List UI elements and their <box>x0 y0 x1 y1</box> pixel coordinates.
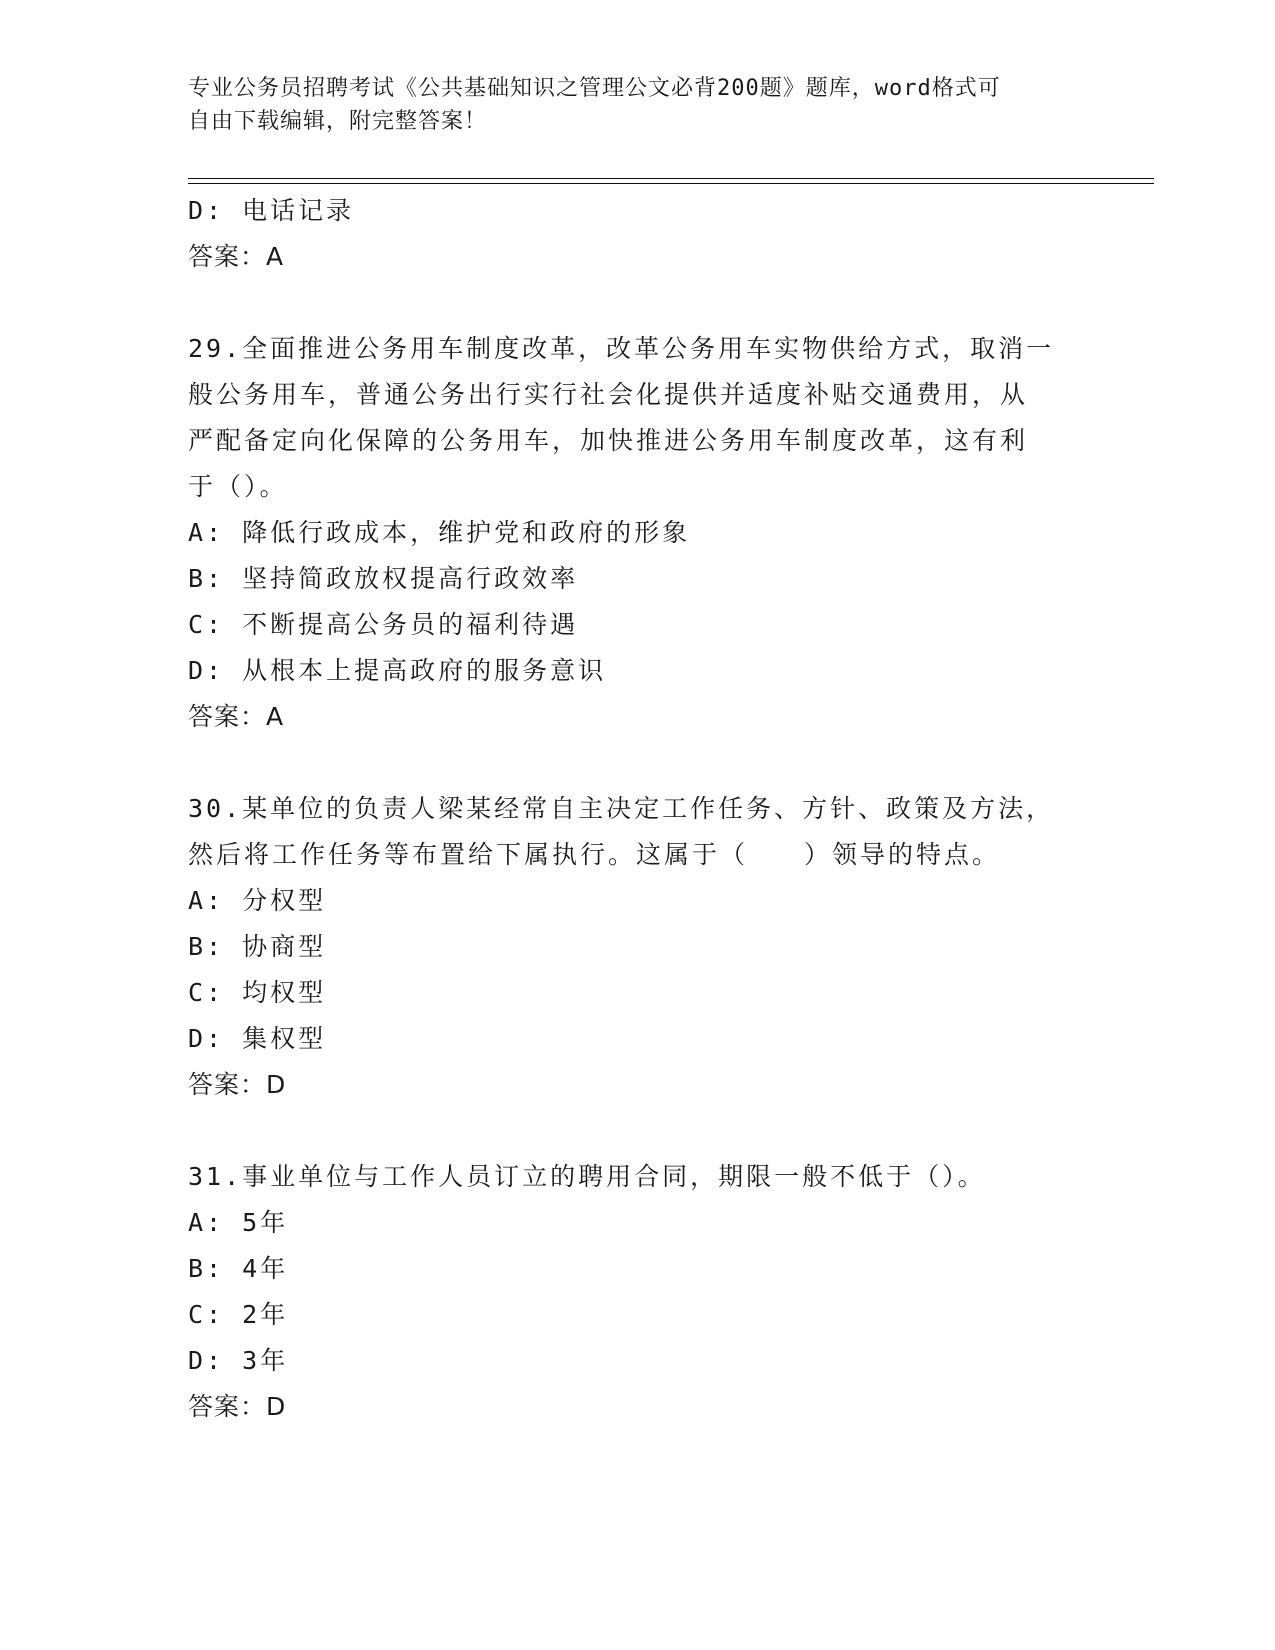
question-31 <box>188 1154 1088 1430</box>
option-d: D: 从根本上提高政府的服务意识 <box>188 656 607 685</box>
prev-option-d: D: 电话记录 <box>188 196 355 225</box>
option-a: A: 5年 <box>188 1208 289 1237</box>
option-c: C: 不断提高公务员的福利待遇 <box>188 610 579 639</box>
header-line-1: 专业公务员招聘考试《公共基础知识之管理公文必背200题》题库，word格式可 <box>188 76 1001 101</box>
header-divider-bottom <box>188 183 1154 184</box>
option-b: B: 4年 <box>188 1254 289 1283</box>
question-29 <box>188 326 1088 740</box>
option-d: D: 3年 <box>188 1346 289 1375</box>
option-d: D: 集权型 <box>188 1024 327 1053</box>
answer-label: 答案：D <box>188 1392 287 1421</box>
option-b: B: 协商型 <box>188 932 327 961</box>
question-stem-line: 31.事业单位与工作人员订立的聘用合同，期限一般不低于（）。 <box>188 1162 986 1191</box>
spacer <box>188 1108 1088 1154</box>
option-a: A: 分权型 <box>188 886 327 915</box>
question-stem-line: 然后将工作任务等布置给下属执行。这属于（ ）领导的特点。 <box>188 840 1001 869</box>
spacer <box>188 740 1088 786</box>
question-stem-line: 于（）。 <box>188 472 288 501</box>
option-a: A: 降低行政成本，维护党和政府的形象 <box>188 518 691 547</box>
header-divider-top <box>188 178 1154 179</box>
question-stem-line: 般公务用车，普通公务出行实行社会化提供并适度补贴交通费用，从 <box>188 380 1029 409</box>
option-c: C: 均权型 <box>188 978 327 1007</box>
answer-label: 答案：A <box>188 702 285 731</box>
question-stem-line: 30.某单位的负责人梁某经常自主决定工作任务、方针、政策及方法， <box>188 794 1055 823</box>
option-b: B: 坚持简政放权提高行政效率 <box>188 564 579 593</box>
document-body <box>188 188 1088 1430</box>
question-stem-line: 严配备定向化保障的公务用车，加快推进公务用车制度改革，这有利 <box>188 426 1029 455</box>
answer-label: 答案：D <box>188 1070 287 1099</box>
question-stem-line: 29.全面推进公务用车制度改革，改革公务用车实物供给方式，取消一 <box>188 334 1055 363</box>
prev-answer: 答案：A <box>188 242 285 271</box>
spacer <box>188 280 1088 326</box>
header-line-2: 自由下载编辑，附完整答案！ <box>188 109 488 134</box>
option-c: C: 2年 <box>188 1300 289 1329</box>
document-header <box>188 72 1068 138</box>
question-30 <box>188 786 1088 1108</box>
